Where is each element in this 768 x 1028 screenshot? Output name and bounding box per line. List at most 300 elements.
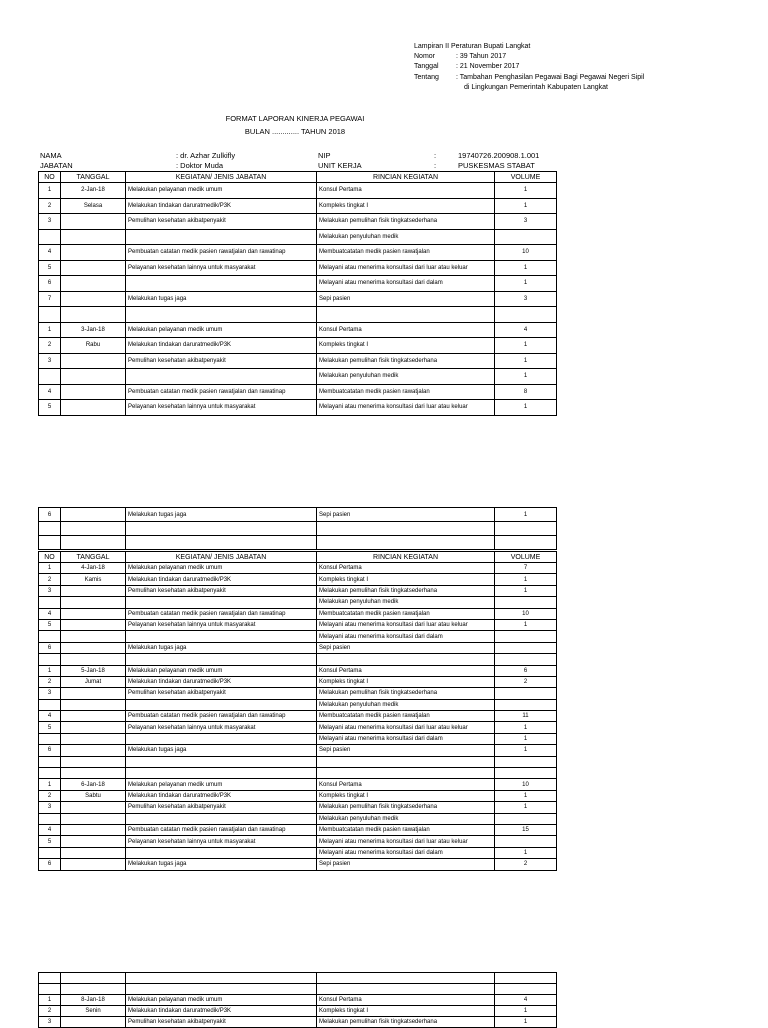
cell-kegiatan [126,813,317,824]
cell-volume [495,307,557,323]
table-row [39,597,557,608]
cell-kegiatan: Melakukan pelayanan medik umum [126,995,317,1006]
cell-tanggal: 3-Jan-18 [61,322,126,338]
cell-rincian: Melayani atau menerima konsultasi dari dalam [317,733,495,744]
cell-kegiatan: Melakukan tindakan daruratmedik/P3K [126,676,317,687]
table-row [39,813,557,824]
table-row [39,711,557,722]
cell-rincian: Kompleks tingkat I [317,790,495,801]
cell-kegiatan: Pembuatan catatan medik pasien rawatjalan dan rawatinap [126,608,317,619]
cell-rincian: Membuatcatatan medik pasien rawatjalan [317,608,495,619]
table-row [39,291,557,307]
cell-kegiatan [126,756,317,767]
table-row [39,400,557,416]
cell-volume: 4 [495,995,557,1006]
cell-rincian [317,756,495,767]
cell-kegiatan [126,276,317,292]
cell-kegiatan: Melakukan pelayanan medik umum [126,665,317,676]
cell-tanggal: Sabtu [61,790,126,801]
jabatan-label: JABATAN [40,161,73,170]
cell-no [39,369,61,385]
tentang-value-2: di Lingkungan Pemerintah Kabupaten Langkat [464,83,608,91]
table-row [39,722,557,733]
cell-no: 5 [39,400,61,416]
cell-no: 4 [39,384,61,400]
cell-tanggal [61,353,126,369]
cell-kegiatan [126,654,317,665]
cell-no: 1 [39,322,61,338]
header-kegiatan: KEGIATAN/ JENIS JABATAN [126,172,317,183]
cell-no: 6 [39,642,61,653]
cell-volume: 1 [495,585,557,596]
table-row [39,608,557,619]
cell-kegiatan: Melakukan tugas jaga [126,642,317,653]
cell-no: 2 [39,676,61,687]
cell-kegiatan [126,984,317,995]
table-row [39,631,557,642]
cell-volume: 15 [495,824,557,835]
cell-volume [495,522,557,536]
cell-no [39,973,61,984]
table-row [39,756,557,767]
header-no: NO [39,552,61,563]
cell-volume: 1 [495,1017,557,1028]
cell-volume: 1 [495,619,557,630]
cell-no [39,847,61,858]
cell-kegiatan: Pembuatan catatan medik pasien rawatjalan dan rawatinap [126,384,317,400]
table-row [39,1017,557,1028]
cell-kegiatan [126,522,317,536]
cell-tanggal [61,369,126,385]
cell-kegiatan: Melakukan tindakan daruratmedik/P3K [126,574,317,585]
cell-rincian: Konsul Pertama [317,665,495,676]
cell-rincian [317,522,495,536]
cell-volume: 1 [495,183,557,199]
cell-kegiatan: Pelayanan kesehatan lainnya untuk masyarakat [126,836,317,847]
cell-tanggal [61,229,126,245]
cell-tanggal [61,536,126,550]
cell-kegiatan: Melakukan pelayanan medik umum [126,779,317,790]
cell-kegiatan: Melakukan tugas jaga [126,291,317,307]
header-rincian: RINCIAN KEGIATAN [317,172,495,183]
cell-rincian: Melakukan pemulihan fisik tingkatsederhana [317,802,495,813]
cell-tanggal: Rabu [61,338,126,354]
cell-kegiatan: Pelayanan kesehatan lainnya untuk masyarakat [126,722,317,733]
cell-volume [495,631,557,642]
cell-tanggal [61,756,126,767]
table-row [39,665,557,676]
cell-kegiatan [126,847,317,858]
cell-volume: 2 [495,676,557,687]
cell-kegiatan: Melakukan tugas jaga [126,508,317,522]
cell-no [39,522,61,536]
cell-kegiatan [126,369,317,385]
cell-volume: 3 [495,214,557,230]
cell-rincian: Konsul Pertama [317,183,495,199]
cell-no [39,631,61,642]
table-row [39,229,557,245]
cell-tanggal [61,711,126,722]
cell-tanggal [61,847,126,858]
cell-no: 6 [39,508,61,522]
nomor-value: : 39 Tahun 2017 [456,53,507,61]
cell-no: 6 [39,276,61,292]
cell-rincian: Kompleks tingkat I [317,198,495,214]
cell-kegiatan: Melakukan pelayanan medik umum [126,183,317,199]
cell-volume: 10 [495,779,557,790]
cell-tanggal: 6-Jan-18 [61,779,126,790]
cell-volume: 1 [495,260,557,276]
cell-rincian: Melakukan pemulihan fisik tingkatsederhana [317,1017,495,1028]
cell-no: 6 [39,859,61,870]
cell-tanggal [61,214,126,230]
cell-volume: 6 [495,665,557,676]
cell-rincian: Sepi pasien [317,508,495,522]
cell-rincian: Sepi pasien [317,291,495,307]
cell-kegiatan: Melakukan tindakan daruratmedik/P3K [126,790,317,801]
table-row [39,768,557,779]
cell-no: 5 [39,836,61,847]
cell-rincian: Melakukan pemulihan fisik tingkatsederhana [317,353,495,369]
cell-kegiatan: Pemulihan kesehatan akibatpenyakit [126,802,317,813]
table-row [39,779,557,790]
cell-tanggal [61,597,126,608]
cell-volume: 1 [495,733,557,744]
table-row [39,214,557,230]
cell-rincian: Kompleks tingkat I [317,338,495,354]
table-row [39,836,557,847]
cell-volume: 1 [495,745,557,756]
cell-rincian [317,307,495,323]
cell-rincian: Melakukan pemulihan fisik tingkatsederhana [317,214,495,230]
cell-volume: 1 [495,508,557,522]
cell-rincian: Melayani atau menerima konsultasi dari luar atau keluar [317,260,495,276]
cell-no [39,756,61,767]
table-row [39,824,557,835]
cell-rincian: Melakukan pemulihan fisik tingkatsederhana [317,585,495,596]
cell-tanggal [61,768,126,779]
attachment-block [414,42,644,93]
cell-kegiatan: Pembuatan catatan medik pasien rawatjalan dan rawatinap [126,824,317,835]
cell-volume: 2 [495,859,557,870]
header-rincian: RINCIAN KEGIATAN [317,552,495,563]
cell-volume [495,699,557,710]
cell-tanggal [61,522,126,536]
cell-kegiatan: Pemulihan kesehatan akibatpenyakit [126,214,317,230]
table-row [39,384,557,400]
table-row [39,198,557,214]
cell-volume: 7 [495,563,557,574]
cell-rincian: Melayani atau menerima konsultasi dari dalam [317,276,495,292]
unit-label: UNIT KERJA [318,161,362,170]
cell-rincian: Melayani atau menerima konsultasi dari luar atau keluar [317,722,495,733]
report-period: BULAN ............. TAHUN 2018 [244,127,346,136]
table-row [39,353,557,369]
cell-no: 2 [39,790,61,801]
table-row [39,276,557,292]
table-row [39,536,557,550]
cell-kegiatan: Pelayanan kesehatan lainnya untuk masyarakat [126,260,317,276]
cell-volume: 3 [495,291,557,307]
cell-rincian: Membuatcatatan medik pasien rawatjalan [317,245,495,261]
unit-value: PUSKESMAS STABAT [458,161,535,170]
table-row [39,790,557,801]
tanggal-value: : 21 November 2017 [456,63,520,71]
cell-volume: 1 [495,400,557,416]
table-row [39,699,557,710]
cell-no: 3 [39,353,61,369]
cell-kegiatan [126,229,317,245]
cell-kegiatan [126,597,317,608]
nama-value: : dr. Azhar Zulkifly [176,151,236,160]
cell-tanggal: 2-Jan-18 [61,183,126,199]
table-row [39,847,557,858]
cell-volume [495,756,557,767]
cell-rincian: Kompleks tingkat I [317,1006,495,1017]
cell-kegiatan [126,973,317,984]
cell-no: 1 [39,995,61,1006]
cell-no: 4 [39,245,61,261]
cell-volume [495,229,557,245]
cell-volume [495,768,557,779]
cell-no: 3 [39,1017,61,1028]
cell-no [39,229,61,245]
table-row [39,563,557,574]
table-row [39,260,557,276]
cell-tanggal [61,291,126,307]
table-row [39,676,557,687]
cell-no: 1 [39,563,61,574]
tentang-label: Tentang [414,73,439,81]
cell-rincian: Melakukan pemulihan fisik tingkatsederhana [317,688,495,699]
cell-tanggal [61,813,126,824]
cell-tanggal [61,508,126,522]
cell-volume: 1 [495,276,557,292]
cell-no: 5 [39,722,61,733]
cell-no [39,813,61,824]
cell-tanggal [61,973,126,984]
cell-rincian [317,984,495,995]
cell-kegiatan [126,768,317,779]
cell-tanggal [61,642,126,653]
table-row [39,322,557,338]
cell-rincian: Melayani atau menerima konsultasi dari luar atau keluar [317,619,495,630]
cell-rincian: Kompleks tingkat I [317,574,495,585]
cell-no: 3 [39,688,61,699]
table-row [39,654,557,665]
cell-no: 5 [39,260,61,276]
cell-kegiatan [126,733,317,744]
cell-no: 1 [39,665,61,676]
cell-volume [495,654,557,665]
table-row [39,585,557,596]
nip-value: 19740726.200908.1.001 [458,151,540,160]
cell-volume: 8 [495,384,557,400]
cell-kegiatan [126,536,317,550]
cell-tanggal [61,260,126,276]
cell-tanggal [61,745,126,756]
cell-no: 3 [39,585,61,596]
cell-volume: 1 [495,353,557,369]
nip-label: NIP [318,151,331,160]
cell-rincian: Melayani atau menerima konsultasi dari luar atau keluar [317,836,495,847]
cell-no: 4 [39,608,61,619]
cell-tanggal [61,245,126,261]
nama-label: NAMA [40,151,62,160]
cell-kegiatan: Melakukan tindakan daruratmedik/P3K [126,198,317,214]
tanggal-label: Tanggal [414,63,439,71]
cell-kegiatan: Pemulihan kesehatan akibatpenyakit [126,585,317,596]
cell-kegiatan: Pemulihan kesehatan akibatpenyakit [126,353,317,369]
cell-tanggal [61,733,126,744]
cell-no [39,597,61,608]
cell-tanggal: Selasa [61,198,126,214]
table-row [39,973,557,984]
cell-tanggal [61,619,126,630]
table-row [39,369,557,385]
cell-tanggal: Senin [61,1006,126,1017]
cell-tanggal [61,631,126,642]
cell-rincian: Sepi pasien [317,859,495,870]
table-row [39,307,557,323]
header-volume: VOLUME [495,552,557,563]
cell-tanggal [61,585,126,596]
cell-volume: 1 [495,790,557,801]
table-row [39,508,557,522]
cell-rincian: Membuatcatatan medik pasien rawatjalan [317,384,495,400]
cell-no [39,699,61,710]
header-tanggal: TANGGAL [61,552,126,563]
table-row [39,995,557,1006]
cell-tanggal [61,836,126,847]
cell-volume [495,836,557,847]
cell-volume: 1 [495,847,557,858]
cell-no: 2 [39,338,61,354]
unit-colon: : [434,161,437,170]
cell-volume [495,813,557,824]
nomor-label: Nomor [414,53,436,61]
cell-volume: 1 [495,574,557,585]
cell-tanggal [61,824,126,835]
cell-kegiatan: Melakukan pelayanan medik umum [126,563,317,574]
cell-tanggal [61,307,126,323]
cell-no: 4 [39,711,61,722]
header-volume: VOLUME [495,172,557,183]
cell-no: 1 [39,183,61,199]
cell-rincian: Melakukan penyuluhan medik [317,369,495,385]
cell-kegiatan: Pembuatan catatan medik pasien rawatjalan dan rawatinap [126,711,317,722]
table-row [39,733,557,744]
table-row [39,642,557,653]
cell-rincian: Melayani atau menerima konsultasi dari dalam [317,631,495,642]
cell-kegiatan: Melakukan tindakan daruratmedik/P3K [126,338,317,354]
jabatan-value: : Doktor Muda [176,161,224,170]
header-tanggal: TANGGAL [61,172,126,183]
cell-no: 4 [39,824,61,835]
report-table-2b [38,551,557,871]
header-kegiatan: KEGIATAN/ JENIS JABATAN [126,552,317,563]
cell-no [39,768,61,779]
cell-rincian [317,654,495,665]
cell-rincian [317,536,495,550]
cell-rincian: Membuatcatatan medik pasien rawatjalan [317,824,495,835]
cell-tanggal [61,802,126,813]
table-row [39,338,557,354]
cell-tanggal [61,1017,126,1028]
table-row [39,802,557,813]
cell-rincian: Kompleks tingkat I [317,676,495,687]
cell-no [39,984,61,995]
cell-volume: 1 [495,802,557,813]
cell-tanggal [61,608,126,619]
cell-rincian: Sepi pasien [317,745,495,756]
cell-volume: 10 [495,608,557,619]
report-table-1 [38,171,557,416]
cell-rincian: Membuatcatatan medik pasien rawatjalan [317,711,495,722]
table-row [39,984,557,995]
nip-colon: : [434,151,437,160]
cell-kegiatan [126,699,317,710]
cell-tanggal [61,400,126,416]
cell-no: 2 [39,1006,61,1017]
cell-kegiatan [126,631,317,642]
cell-tanggal [61,984,126,995]
table-row [39,1006,557,1017]
table-row [39,619,557,630]
cell-rincian: Melakukan penyuluhan medik [317,699,495,710]
cell-no [39,733,61,744]
cell-rincian: Melakukan penyuluhan medik [317,597,495,608]
table-row [39,522,557,536]
table-row [39,859,557,870]
cell-no: 1 [39,779,61,790]
cell-kegiatan: Pelayanan kesehatan lainnya untuk masyarakat [126,400,317,416]
table-row [39,745,557,756]
report-table-3 [38,972,557,1028]
cell-rincian [317,973,495,984]
cell-volume [495,597,557,608]
cell-volume [495,642,557,653]
cell-tanggal [61,384,126,400]
cell-kegiatan: Melakukan tugas jaga [126,859,317,870]
cell-no [39,536,61,550]
cell-no: 2 [39,198,61,214]
cell-no: 3 [39,214,61,230]
cell-rincian: Melayani atau menerima konsultasi dari dalam [317,847,495,858]
cell-kegiatan: Pelayanan kesehatan lainnya untuk masyarakat [126,619,317,630]
cell-tanggal [61,688,126,699]
cell-tanggal [61,276,126,292]
cell-volume: 11 [495,711,557,722]
cell-tanggal: Jumat [61,676,126,687]
cell-volume: 1 [495,198,557,214]
cell-tanggal: 8-Jan-18 [61,995,126,1006]
cell-rincian: Konsul Pertama [317,563,495,574]
cell-tanggal: Kamis [61,574,126,585]
cell-rincian: Konsul Pertama [317,995,495,1006]
cell-rincian: Melakukan penyuluhan medik [317,229,495,245]
cell-rincian: Sepi pasien [317,642,495,653]
table-row [39,245,557,261]
cell-no: 3 [39,802,61,813]
cell-no: 5 [39,619,61,630]
cell-no [39,307,61,323]
cell-kegiatan: Pembuatan catatan medik pasien rawatjalan dan rawatinap [126,245,317,261]
cell-kegiatan: Melakukan pelayanan medik umum [126,322,317,338]
cell-kegiatan: Pemulihan kesehatan akibatpenyakit [126,1017,317,1028]
cell-tanggal [61,722,126,733]
cell-volume: 1 [495,722,557,733]
